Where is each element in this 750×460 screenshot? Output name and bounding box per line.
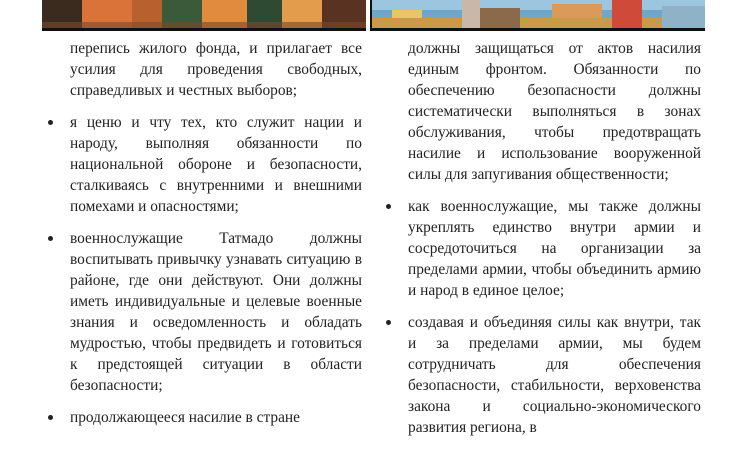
bullet-icon <box>386 204 391 209</box>
bullet-icon <box>48 415 53 420</box>
bullet-text: создавая и объединяя силы как внутри, так и за пределами армии, мы будем сотрудничать для обеспечения безопасности, стабильности, верховенства закона и социально-экономического развития региона, в <box>408 314 701 436</box>
paragraph-text: перепись жилого фонда, и прилагает все усилия для проведения свободных, справедливых и честных выборов; <box>70 40 362 99</box>
paragraph <box>384 38 701 185</box>
bullet-text: как военнослужащие, мы также должны укреплять единство внутри армии и сосредоточиться на организации за пределами армии, чтобы объединить армию и народ в единое целое; <box>408 198 701 299</box>
bullet-item <box>46 112 362 217</box>
photo-uniform-group <box>42 0 366 31</box>
bullet-text: продолжающееся насилие в стране <box>70 409 300 426</box>
bullet-text: военнослужащие Татмадо должны воспитывать привычку узнавать ситуацию в районе, где они действуют. Они должны иметь индивидуальные и целевые военные знания и осведомленность и обладать мудростью, чтобы предвидеть и готовиться к предстоящей ситуации в области безопасности; <box>70 230 362 394</box>
bullet-icon <box>48 236 53 241</box>
photo-strip <box>42 0 703 32</box>
photo-people-uniform-icon <box>42 0 366 28</box>
bullet-item <box>384 312 701 438</box>
bullet-item <box>384 196 701 301</box>
paragraph-text: должны защищаться от актов насилия единым фронтом. Обязанности по обеспечению безопасности должны систематически выполняться в зонах обслуживания, чтобы предотвращать насилие и использование вооруженной силы для запугивания общественности; <box>408 40 701 183</box>
left-column <box>46 38 362 439</box>
photo-mural-group <box>370 0 705 31</box>
paragraph <box>46 38 362 101</box>
bullet-item <box>46 407 362 428</box>
bullet-item <box>46 228 362 396</box>
bullet-icon <box>48 120 53 125</box>
bullet-icon <box>386 320 391 325</box>
photo-people-mural-icon <box>372 0 705 28</box>
bullet-text: я ценю и чту тех, кто служит нации и народу, выполняя обязанности по национальной обороне и безопасности, сталкиваясь с внутренними и внешними помехами и опасностями; <box>70 114 362 215</box>
right-column <box>384 38 701 449</box>
